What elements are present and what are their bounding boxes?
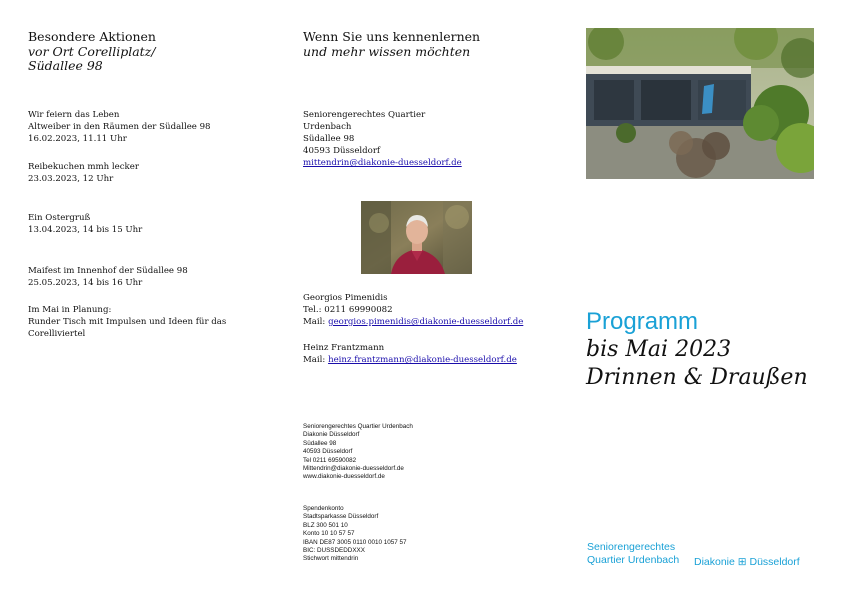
program-subtitle-2: Drinnen & Draußen xyxy=(586,365,808,390)
address-line: Seniorengerechtes Quartier xyxy=(303,110,426,120)
donation-line: IBAN DE87 3005 0110 0010 1057 57 xyxy=(303,538,407,546)
event-date: 23.03.2023, 12 Uhr xyxy=(28,174,114,184)
address-line: Südallee 98 xyxy=(303,134,355,144)
left-heading: Besondere Aktionen xyxy=(28,29,156,44)
contact-name: Georgios Pimenidis xyxy=(303,293,388,303)
address-block xyxy=(303,109,462,169)
imprint-line: Mittendrin@diakonie-duesseldorf.de xyxy=(303,465,404,473)
middle-subheading: und mehr wissen möchten xyxy=(303,43,471,59)
contact-1 xyxy=(303,292,523,328)
event-title: Ein Ostergruß xyxy=(28,213,91,223)
footer-org xyxy=(587,541,679,567)
event-5 xyxy=(28,304,226,340)
donation-line: BLZ 300 501 10 xyxy=(303,521,348,529)
footer-line: Quartier Urdenbach xyxy=(587,554,680,566)
event-1 xyxy=(28,109,211,145)
imprint-block xyxy=(303,423,413,482)
event-date: 25.05.2023, 14 bis 16 Uhr xyxy=(28,278,143,288)
left-subheading-2: Südallee 98 xyxy=(28,58,103,73)
mail-label: Mail: xyxy=(303,317,326,327)
donation-line: Stadtsparkasse Düsseldorf xyxy=(303,513,379,521)
imprint-line: Diakonie Düsseldorf xyxy=(303,431,360,439)
event-detail: Corelliviertel xyxy=(28,329,86,339)
contact-phone: Tel.: 0211 69990082 xyxy=(303,305,393,315)
event-4 xyxy=(28,265,188,289)
address-email-link[interactable]: mittendrin@diakonie-duesseldorf.de xyxy=(303,158,462,168)
imprint-line: Südallee 98 xyxy=(303,439,337,447)
event-title: Wir feiern das Leben xyxy=(28,110,120,120)
donation-line: BIC: DUSSDEDDXXX xyxy=(303,547,365,555)
donation-line: Konto 10 10 57 57 xyxy=(303,530,355,538)
imprint-line: www.diakonie-duesseldorf.de xyxy=(303,473,385,481)
donation-block xyxy=(303,505,407,564)
building-photo xyxy=(586,28,814,179)
address-line: Urdenbach xyxy=(303,122,352,132)
donation-line: Stichwort mittendrin xyxy=(303,555,359,563)
contact-1-email-link[interactable]: georgios.pimenidis@diakonie-duesseldorf.de xyxy=(328,317,524,327)
mail-label: Mail: xyxy=(303,355,326,365)
contact-2-email-link[interactable]: heinz.frantzmann@diakonie-duesseldorf.de xyxy=(328,355,517,365)
left-heading-block xyxy=(28,30,156,74)
event-detail: Runder Tisch mit Impulsen und Ideen für das xyxy=(28,317,227,327)
event-title: Reibekuchen mmh lecker xyxy=(28,162,139,172)
middle-heading: Wenn Sie uns kennenlernen xyxy=(303,29,481,44)
portrait-photo xyxy=(361,201,472,274)
program-subtitle-1: bis Mai 2023 xyxy=(586,337,732,362)
event-detail: Altweiber in den Räumen der Südallee 98 xyxy=(28,122,211,132)
event-title: Maifest im Innenhof der Südallee 98 xyxy=(28,266,188,276)
imprint-line: 40593 Düsseldorf xyxy=(303,448,353,456)
donation-line: Spendenkonto xyxy=(303,505,344,512)
address-line: 40593 Düsseldorf xyxy=(303,146,381,156)
event-date: 16.02.2023, 11.11 Uhr xyxy=(28,134,127,144)
middle-heading-block xyxy=(303,30,480,59)
event-title: Im Mai in Planung: xyxy=(28,305,112,315)
diakonie-logo: Diakonie ⊞ Düsseldorf xyxy=(694,556,800,568)
contact-name: Heinz Frantzmann xyxy=(303,343,385,353)
event-3 xyxy=(28,212,142,236)
imprint-line: Seniorengerechtes Quartier Urdenbach xyxy=(303,423,413,430)
event-date: 13.04.2023, 14 bis 15 Uhr xyxy=(28,225,143,235)
program-title: Programm xyxy=(586,308,699,335)
left-subheading-1: vor Ort Corelliplatz/ xyxy=(28,43,156,59)
footer-line: Seniorengerechtes xyxy=(587,541,676,553)
event-2 xyxy=(28,161,139,185)
contact-2 xyxy=(303,342,517,366)
imprint-line: Tel 0211 69590082 xyxy=(303,456,357,464)
